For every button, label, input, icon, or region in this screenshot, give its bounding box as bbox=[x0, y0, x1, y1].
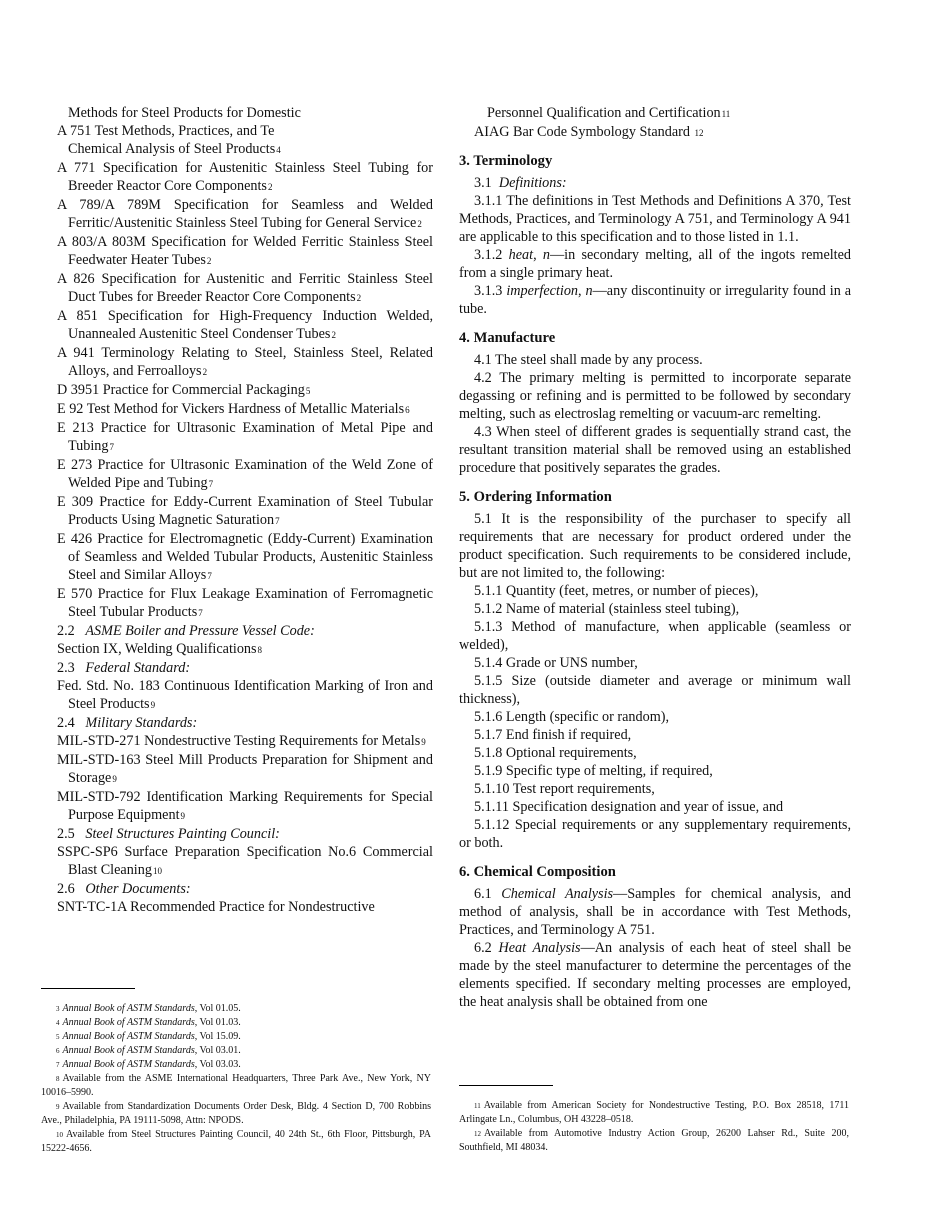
reference-item: MIL-STD-163 Steel Mill Products Preparation for Shipment and Storage9 bbox=[57, 752, 433, 786]
footnote-marker: 7 bbox=[198, 608, 203, 618]
reference-item: Chemical Analysis of Steel Products4 bbox=[68, 141, 281, 157]
section-2-4-heading bbox=[57, 714, 433, 732]
footnote: 4 Annual Book of ASTM Standards, Vol 01.03. bbox=[56, 1017, 241, 1028]
footnote-number: 11 bbox=[474, 1102, 481, 1110]
footnote-marker: 2 bbox=[202, 367, 208, 377]
section-title: Steel Structures Painting Council: bbox=[85, 826, 280, 842]
footnote-marker: 7 bbox=[109, 442, 114, 452]
section-2-5-heading bbox=[57, 825, 433, 843]
reference-item: AIAG Bar Code Symbology Standard 12 bbox=[474, 124, 704, 140]
paragraph-3-1-2: 3.1.2 heat, n—in secondary melting, all of the ingots remelted from a single primary heat. bbox=[459, 247, 852, 281]
ordering-item: 5.1.1 Quantity (feet, metres, or number of pieces), bbox=[474, 583, 759, 599]
footnote-marker: 8 bbox=[257, 645, 263, 655]
footnote-marker: 9 bbox=[112, 774, 117, 784]
reference-item: A 941 Terminology Relating to Steel, Stainless Steel, Related Alloys, and Ferroalloys2 bbox=[57, 345, 433, 379]
right-column bbox=[459, 104, 851, 1011]
footnote-marker: 9 bbox=[180, 811, 186, 821]
section-number: 2.4 bbox=[57, 715, 75, 731]
footnote-marker: 7 bbox=[207, 571, 212, 581]
footnote-marker: 10 bbox=[152, 866, 162, 876]
footnote-number: 12 bbox=[474, 1130, 481, 1138]
section-title: ASME Boiler and Pressure Vessel Code: bbox=[85, 623, 315, 639]
section-6-title: 6. Chemical Composition bbox=[459, 864, 616, 880]
reference-item: Personnel Qualification and Certification11 bbox=[487, 105, 731, 121]
reference-item: E 213 Practice for Ultrasonic Examination of Metal Pipe and Tubing7 bbox=[57, 420, 433, 454]
footnote-number: 6 bbox=[56, 1047, 60, 1055]
reference-item: A 803/A 803M Specification for Welded Ferritic Stainless Steel Feedwater Heater Tubes2 bbox=[57, 234, 433, 268]
section-title: Federal Standard: bbox=[85, 660, 191, 676]
section-5-title: 5. Ordering Information bbox=[459, 489, 612, 505]
footnote-number: 8 bbox=[56, 1075, 60, 1083]
left-column bbox=[57, 104, 433, 916]
reference-item: SNT-TC-1A Recommended Practice for Nondestructive bbox=[57, 899, 375, 915]
paragraph-4-2: 4.2 The primary melting is permitted to incorporate separate degassing or refining and is permitted to be followed by secondary melting, such as electroslag remelting or vacuum-arc remelting. bbox=[459, 370, 851, 422]
paragraph-6-1: 6.1 Chemical Analysis—Samples for chemical analysis, and method of analysis, shall be in accordance with Test Methods, Practices, and Terminology A 751. bbox=[459, 886, 852, 938]
paragraph-4-1: 4.1 The steel shall made by any process. bbox=[474, 352, 703, 368]
ordering-item: 5.1.11 Specification designation and year of issue, and bbox=[474, 799, 784, 815]
footnote-marker: 7 bbox=[275, 516, 280, 526]
footnote-marker: 2 bbox=[331, 330, 336, 340]
reference-item: Methods for Steel Products for Domestic bbox=[68, 105, 301, 121]
reference-item: D 3951 Practice for Commercial Packaging5 bbox=[57, 382, 311, 398]
reference-item: MIL-STD-271 Nondestructive Testing Requirements for Metals9 bbox=[57, 733, 426, 749]
footnote-marker: 2 bbox=[417, 219, 422, 229]
ordering-item: 5.1.5 Size (outside diameter and average or minimum wall thickness), bbox=[459, 673, 851, 707]
ordering-item: 5.1.3 Method of manufacture, when applicable (seamless or welded), bbox=[459, 619, 851, 653]
section-title: Other Documents: bbox=[85, 881, 191, 897]
footnote-marker: 5 bbox=[305, 386, 311, 396]
reference-item: E 309 Practice for Eddy-Current Examination of Steel Tubular Products Using Magnetic Saturation7 bbox=[57, 494, 433, 528]
footnote: 10 Available from Steel Structures Painting Council, 40 24th St., 6th Floor, Pittsburgh, PA 15222-4656. bbox=[41, 1129, 431, 1154]
footnote-marker: 9 bbox=[421, 737, 426, 747]
ordering-item: 5.1.2 Name of material (stainless steel tubing), bbox=[474, 601, 740, 617]
reference-item: SSPC-SP6 Surface Preparation Specification No.6 Commercial Blast Cleaning10 bbox=[57, 844, 433, 878]
footnotes-right bbox=[459, 1099, 849, 1155]
ordering-item: 5.1.7 End finish if required, bbox=[474, 727, 632, 743]
footnote: 12 Available from Automotive Industry Action Group, 26200 Lahser Rd., Suite 200, Southfield, MI 48034. bbox=[459, 1128, 849, 1153]
section-number: 2.5 bbox=[57, 826, 75, 842]
reference-item: A 851 Specification for High-Frequency Induction Welded, Unannealed Austenitic Steel Condenser Tubes2 bbox=[57, 308, 433, 342]
ordering-item: 5.1.6 Length (specific or random), bbox=[474, 709, 670, 725]
ordering-item: 5.1.4 Grade or UNS number, bbox=[474, 655, 638, 671]
section-number: 2.2 bbox=[57, 623, 75, 639]
footnote-number: 9 bbox=[56, 1103, 60, 1111]
reference-item: A 826 Specification for Austenitic and Ferritic Stainless Steel Duct Tubes for Breeder Reactor Core Components2 bbox=[57, 271, 433, 305]
reference-item: E 426 Practice for Electromagnetic (Eddy-Current) Examination of Seamless and Welded Tubular Products, Austenitic Stainless Steel and Similar Alloys7 bbox=[57, 531, 433, 583]
subsection-3-1: 3.1 Definitions: bbox=[474, 175, 567, 191]
footnote-number: 5 bbox=[56, 1033, 60, 1041]
paragraph-4-3: 4.3 When steel of different grades is sequentially strand cast, the resultant transition material shall be removed using an established procedure that positively separates the grades. bbox=[459, 424, 851, 476]
referenced-documents-list bbox=[57, 104, 433, 622]
paragraph-6-2: 6.2 Heat Analysis—An analysis of each heat of steel shall be made by the steel manufacturer to determine the percentages of the elements specified. If secondary melting processes are employed, the heat analysis shall be obtained from one bbox=[459, 940, 851, 1010]
footnote: 9 Available from Standardization Documents Order Desk, Bldg. 4 Section D, 700 Robbins Ave., Philadelphia, PA 19111-5098, Attn: NPODS. bbox=[41, 1101, 431, 1126]
section-number: 2.3 bbox=[57, 660, 75, 676]
section-2-3-heading bbox=[57, 659, 433, 677]
footnote-marker: 2 bbox=[267, 182, 273, 192]
section-2-2-heading bbox=[57, 622, 433, 640]
footnote-marker: 12 bbox=[694, 128, 704, 138]
ordering-item: 5.1.9 Specific type of melting, if required, bbox=[474, 763, 713, 779]
reference-item: E 92 Test Method for Vickers Hardness of Metallic Materials6 bbox=[57, 401, 410, 417]
reference-item: A 751 Test Methods, Practices, and Te bbox=[57, 123, 275, 139]
military-standards-list bbox=[57, 732, 433, 825]
footnote: 7 Annual Book of ASTM Standards, Vol 03.03. bbox=[56, 1059, 241, 1070]
footnote: 8 Available from the ASME International Headquarters, Three Park Ave., New York, NY 10016–5990. bbox=[41, 1073, 431, 1098]
ordering-item: 5.1.8 Optional requirements, bbox=[474, 745, 637, 761]
footnote-number: 10 bbox=[56, 1131, 63, 1139]
ordering-item: 5.1.10 Test report requirements, bbox=[474, 781, 655, 797]
footnote-marker: 7 bbox=[208, 479, 214, 489]
footnote-rule-left bbox=[41, 988, 135, 989]
footnote-number: 7 bbox=[56, 1061, 60, 1069]
reference-item: A 771 Specification for Austenitic Stainless Steel Tubing for Breeder Reactor Core Components2 bbox=[57, 160, 433, 194]
footnote: 6 Annual Book of ASTM Standards, Vol 03.01. bbox=[56, 1045, 241, 1056]
footnote-marker: 2 bbox=[356, 293, 362, 303]
section-2-6-heading bbox=[57, 880, 433, 898]
ordering-items-list bbox=[459, 582, 851, 852]
footnote-marker: 11 bbox=[721, 109, 731, 119]
paragraph-3-1-1: 3.1.1 The definitions in Test Methods and Definitions A 370, Test Methods, Practices, and Terminology A 751, and Terminology A 941 are applicable to this specification and to those listed in 1.1. bbox=[459, 193, 851, 245]
ordering-item: 5.1.12 Special requirements or any supplementary requirements, or both. bbox=[459, 817, 851, 851]
reference-item: E 570 Practice for Flux Leakage Examination of Ferromagnetic Steel Tubular Products7 bbox=[57, 586, 433, 620]
footnote-marker: 9 bbox=[150, 700, 156, 710]
footnote-number: 4 bbox=[56, 1019, 60, 1027]
reference-item: Section IX, Welding Qualifications8 bbox=[57, 641, 263, 657]
footnote-rule-right bbox=[459, 1085, 553, 1086]
reference-item: Fed. Std. No. 183 Continuous Identification Marking of Iron and Steel Products9 bbox=[57, 678, 433, 712]
reference-item: MIL-STD-792 Identification Marking Requirements for Special Purpose Equipment9 bbox=[57, 789, 433, 823]
section-number: 2.6 bbox=[57, 881, 75, 897]
footnote-marker: 4 bbox=[276, 145, 281, 155]
footnote: 11 Available from American Society for Nondestructive Testing, P.O. Box 28518, 1711 Arlingate Ln., Columbus, OH 43228–0518. bbox=[459, 1100, 849, 1125]
reference-item: A 789/A 789M Specification for Seamless and Welded Ferritic/Austenitic Stainless Steel Tubing for General Service2 bbox=[57, 197, 433, 231]
section-title: Military Standards: bbox=[85, 715, 198, 731]
footnotes-left bbox=[41, 1002, 431, 1156]
footnote-marker: 6 bbox=[405, 405, 410, 415]
footnote-number: 3 bbox=[56, 1005, 60, 1013]
footnote: 3 Annual Book of ASTM Standards, Vol 01.05. bbox=[56, 1003, 241, 1014]
footnote-marker: 2 bbox=[206, 256, 212, 266]
paragraph-5-1: 5.1 It is the responsibility of the purchaser to specify all requirements that are necessary for product ordered under the product specification. Such requirements to be considered include, but are not limited to, the following: bbox=[459, 511, 851, 581]
paragraph-3-1-3: 3.1.3 imperfection, n—any discontinuity or irregularity found in a tube. bbox=[459, 283, 852, 317]
section-3-title: 3. Terminology bbox=[459, 153, 553, 169]
reference-item: E 273 Practice for Ultrasonic Examination of the Weld Zone of Welded Pipe and Tubing7 bbox=[57, 457, 433, 491]
section-4-title: 4. Manufacture bbox=[459, 330, 556, 346]
footnote: 5 Annual Book of ASTM Standards, Vol 15.09. bbox=[56, 1031, 241, 1042]
